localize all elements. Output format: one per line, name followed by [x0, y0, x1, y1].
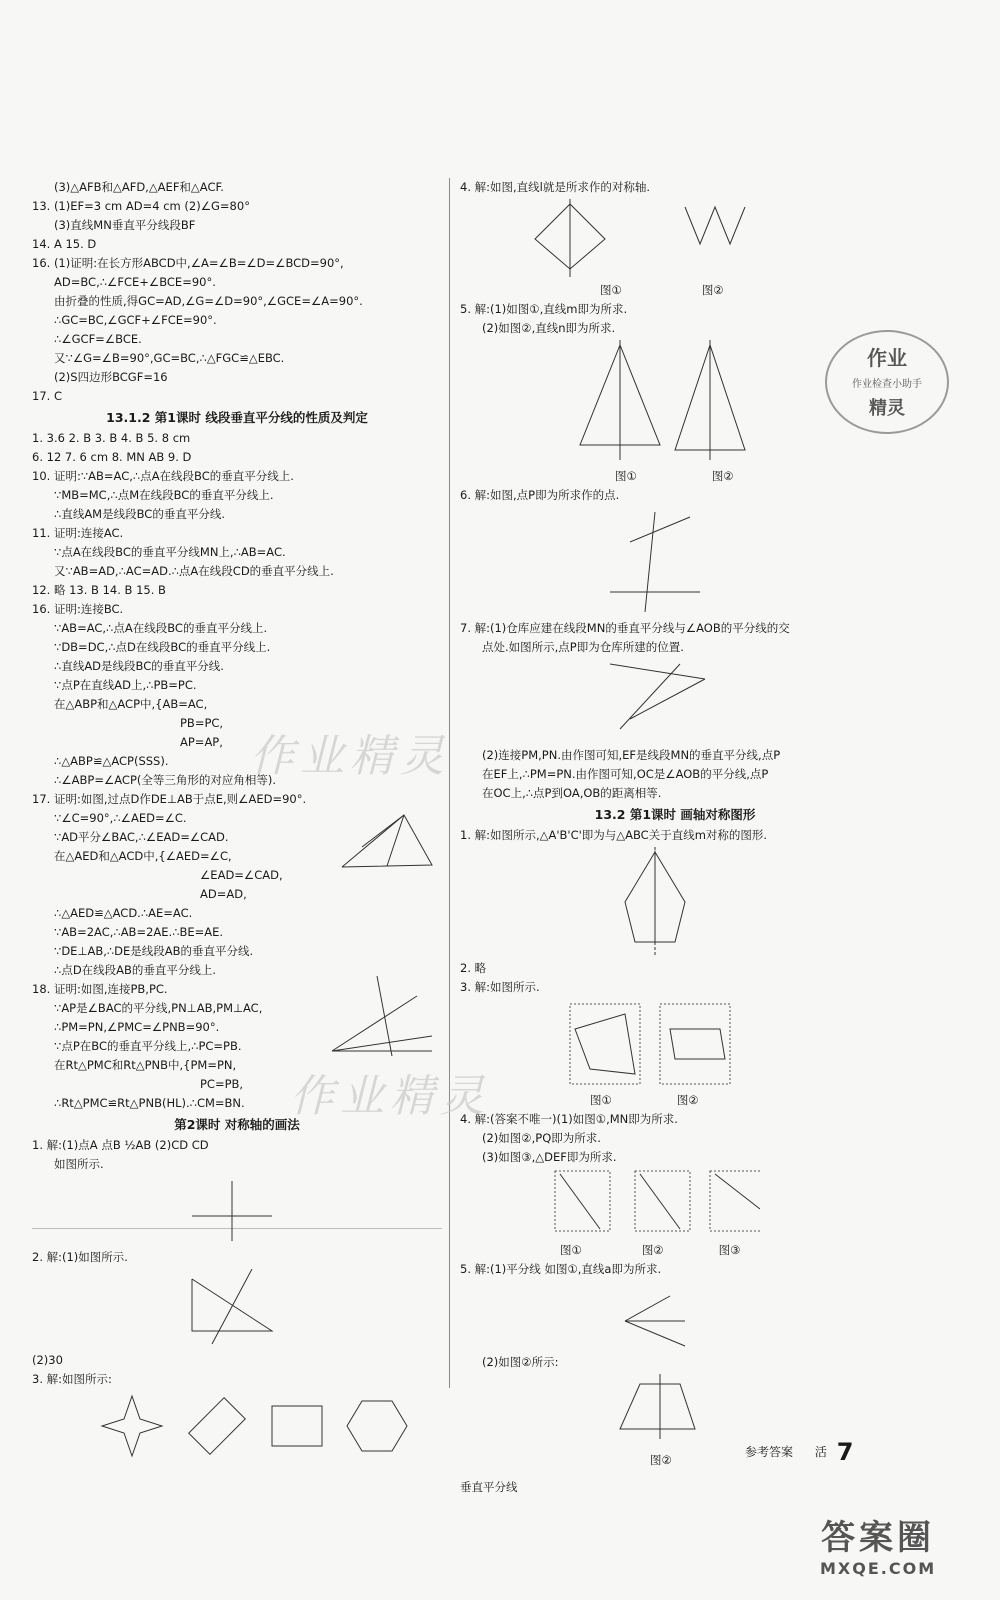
- left-column: [32, 178, 442, 1463]
- text-line: ∵AB=2AC,∴AB=2AE.∴BE=AE.: [54, 925, 224, 939]
- text-line: ∵MB=MC,∴点M在线段BC的垂直平分线上.: [54, 488, 274, 502]
- text-line: 在Rt△PMC和Rt△PNB中,{PM=PN,: [54, 1058, 237, 1072]
- text-line: 在EF上,∴PM=PN.由作图可知,OC是∠AOB的平分线,点P: [482, 767, 769, 781]
- text-line: (2)S四边形BCGF=16: [54, 370, 168, 384]
- text-line: ∴直线AD是线段BC的垂直平分线.: [54, 659, 224, 673]
- point-construction-figure-6: [460, 507, 760, 617]
- stamp-line: 作业: [867, 346, 907, 370]
- grid-figures-4: [460, 1169, 760, 1239]
- text-line: 17. 证明:如图,过点D作DE⊥AB于点E,则∠AED=90°.: [32, 792, 307, 806]
- fig-label: 图① 图②: [615, 469, 734, 483]
- text-line: 10. 证明:∵AB=AC,∴点A在线段BC的垂直平分线上.: [32, 469, 294, 483]
- text-line: (2)连接PM,PN.由作图可知,EF是线段MN的垂直平分线,点P: [482, 748, 781, 762]
- reflection-figure-1: [460, 847, 760, 957]
- text-line: ∴点D在线段AB的垂直平分线上.: [54, 963, 217, 977]
- text-line: (3)如图③,△DEF即为所求.: [482, 1150, 617, 1164]
- text-line: ∵点A在线段BC的垂直平分线MN上,∴AB=AC.: [54, 545, 286, 559]
- text-line: 点处.如图所示,点P即为仓库所建的位置.: [482, 640, 684, 654]
- bisector-figure-1: [32, 1176, 432, 1246]
- text-line: ∵点P在BC的垂直平分线上,∴PC=PB.: [54, 1039, 242, 1053]
- text-line: ∴∠GCF=∠BCE.: [54, 332, 142, 346]
- text-line: AD=BC,∴∠FCE+∠BCE=90°.: [54, 275, 216, 289]
- text-line: ∵DB=DC,∴点D在线段BC的垂直平分线上.: [54, 640, 271, 654]
- text-line: ∵AB=AC,∴点A在线段BC的垂直平分线上.: [54, 621, 268, 635]
- text-line: 17. C: [32, 389, 62, 403]
- homework-stamp: [825, 330, 949, 434]
- text-line: 又∵AB=AD,∴AC=AD.∴点A在线段CD的垂直平分线上.: [54, 564, 334, 578]
- text-line: 4. 解:如图,直线l就是所求作的对称轴.: [460, 180, 651, 194]
- text-line: 18. 证明:如图,连接PB,PC.: [32, 982, 168, 996]
- stamp-line: 作业检查小助手: [852, 379, 922, 390]
- text-line: ∴∠ABP=∠ACP(全等三角形的对应角相等).: [54, 773, 277, 787]
- text-line: AP=AP,: [180, 735, 223, 749]
- text-line: (2)如图②,直线n即为所求.: [482, 321, 616, 335]
- text-line: 5. 解:(1)如图①,直线m即为所求.: [460, 302, 628, 316]
- footer-subject: 活: [814, 1445, 827, 1459]
- text-line: 1. 解:如图所示,△A'B'C'即为与△ABC关于直线m对称的图形.: [460, 828, 768, 842]
- text-line: ∴直线AM是线段BC的垂直平分线.: [54, 507, 225, 521]
- text-line: 5. 解:(1)平分线 如图①,直线a即为所求.: [460, 1262, 662, 1276]
- text-line: (2)如图②所示:: [482, 1355, 559, 1369]
- text-line: (3)△AFB和△AFD,△AEF和△ACF.: [54, 180, 224, 194]
- footer-label: 参考答案: [745, 1445, 794, 1459]
- text-line: ∵AD平分∠BAC,∴∠EAD=∠CAD.: [54, 830, 229, 844]
- text-line: 11. 证明:连接AC.: [32, 526, 124, 540]
- grid-figures-3: [460, 999, 760, 1089]
- site-url: MXQE.COM: [820, 1559, 937, 1578]
- section-heading: 第2课时 对称轴的画法: [174, 1117, 300, 1132]
- text-line: 如图所示.: [54, 1157, 104, 1171]
- text-line: 2. 解:(1)如图所示.: [32, 1250, 128, 1264]
- text-line: 由折叠的性质,得GC=AD,∠G=∠D=90°,∠GCE=∠A=90°.: [54, 294, 363, 308]
- watermark: 作业精灵: [250, 731, 450, 782]
- text-line: AD=AD,: [200, 887, 247, 901]
- kite-figures-4: [460, 199, 760, 279]
- text-line: 4. 解:(答案不唯一)(1)如图①,MN即为所求.: [460, 1112, 678, 1126]
- text-line: 2. 略: [460, 961, 487, 975]
- text-line: PC=PB,: [200, 1077, 244, 1091]
- text-line: 3. 解:如图所示:: [32, 1372, 112, 1386]
- text-line: ∠EAD=∠CAD,: [200, 868, 283, 882]
- text-line: ∴PM=PN,∠PMC=∠PNB=90°.: [54, 1020, 220, 1034]
- text-line: ∵AP是∠BAC的平分线,PN⊥AB,PM⊥AC,: [54, 1001, 263, 1015]
- site-logo-text: 答案圈: [821, 1518, 936, 1558]
- text-line: ∵DE⊥AB,∴DE是线段AB的垂直平分线.: [54, 944, 254, 958]
- angle-figure-18: [322, 976, 442, 1066]
- text-line: 12. 略 13. B 14. B 15. B: [32, 583, 166, 597]
- text-line: 垂直平分线: [460, 1480, 518, 1494]
- text-line: 在△ABP和△ACP中,{AB=AC,: [54, 697, 208, 711]
- text-line: 在△AED和△ACD中,{∠AED=∠C,: [54, 849, 232, 863]
- site-logo: [820, 1510, 936, 1578]
- page-number: 7: [836, 1438, 854, 1466]
- angle-bisector-figure-5: [460, 1281, 760, 1351]
- text-line: 又∵∠G=∠B=90°,GC=BC,∴△FGC≌△EBC.: [54, 351, 285, 365]
- text-line: 1. 3.6 2. B 3. B 4. B 5. 8 cm: [32, 431, 191, 445]
- text-line: 14. A 15. D: [32, 237, 97, 251]
- right-triangle-figure-2: [32, 1269, 432, 1349]
- text-line: 在OC上,∴点P到OA,OB的距离相等.: [482, 786, 662, 800]
- text-line: 6. 12 7. 6 cm 8. MN AB 9. D: [32, 450, 192, 464]
- triangle-figure-17: [332, 807, 442, 887]
- text-line: 16. 证明:连接BC.: [32, 602, 124, 616]
- text-line: ∵点P在直线AD上,∴PB=PC.: [54, 678, 197, 692]
- fig-label: 图① 图② 图③: [560, 1243, 741, 1257]
- page-footer: [745, 1438, 853, 1466]
- fig-label: 图① 图②: [590, 1093, 699, 1107]
- text-line: (3)直线MN垂直平分线段BF: [54, 218, 196, 232]
- section-heading: 13.2 第1课时 画轴对称图形: [594, 807, 756, 822]
- warehouse-figure-7: [460, 659, 760, 744]
- text-line: (2)如图②,PQ即为所求.: [482, 1131, 601, 1145]
- text-line: 16. (1)证明:在长方形ABCD中,∠A=∠B=∠D=∠BCD=90°,: [32, 256, 344, 270]
- text-line: PB=PC,: [180, 716, 224, 730]
- fig-label: 图②: [650, 1453, 672, 1467]
- text-line: ∴△ABP≌△ACP(SSS).: [54, 754, 169, 768]
- text-line: 13. (1)EF=3 cm AD=4 cm (2)∠G=80°: [32, 199, 250, 213]
- fig-label: 图① 图②: [600, 283, 724, 297]
- symmetry-shapes-figure-3: [32, 1391, 432, 1461]
- text-line: ∴GC=BC,∠GCF+∠FCE=90°.: [54, 313, 217, 327]
- text-line: ∴△AED≌△ACD.∴AE=AC.: [54, 906, 193, 920]
- text-line: ∵∠C=90°,∴∠AED=∠C.: [54, 811, 187, 825]
- watermark: 作业精灵: [290, 1071, 490, 1122]
- trapezoid-figure-5b: [460, 1374, 760, 1449]
- text-line: (2)30: [32, 1353, 63, 1367]
- text-line: ∴Rt△PMC≌Rt△PNB(HL).∴CM=BN.: [54, 1096, 245, 1110]
- triangle-axis-figures-5: [460, 340, 760, 465]
- text-line: 1. 解:(1)点A 点B ½AB (2)CD CD: [32, 1138, 209, 1152]
- section-heading: 13.1.2 第1课时 线段垂直平分线的性质及判定: [106, 410, 368, 425]
- text-line: 7. 解:(1)仓库应建在线段MN的垂直平分线与∠AOB的平分线的交: [460, 621, 790, 635]
- text-line: 3. 解:如图所示.: [460, 980, 540, 994]
- stamp-line: 精灵: [869, 398, 905, 419]
- text-line: 6. 解:如图,点P即为所求作的点.: [460, 488, 620, 502]
